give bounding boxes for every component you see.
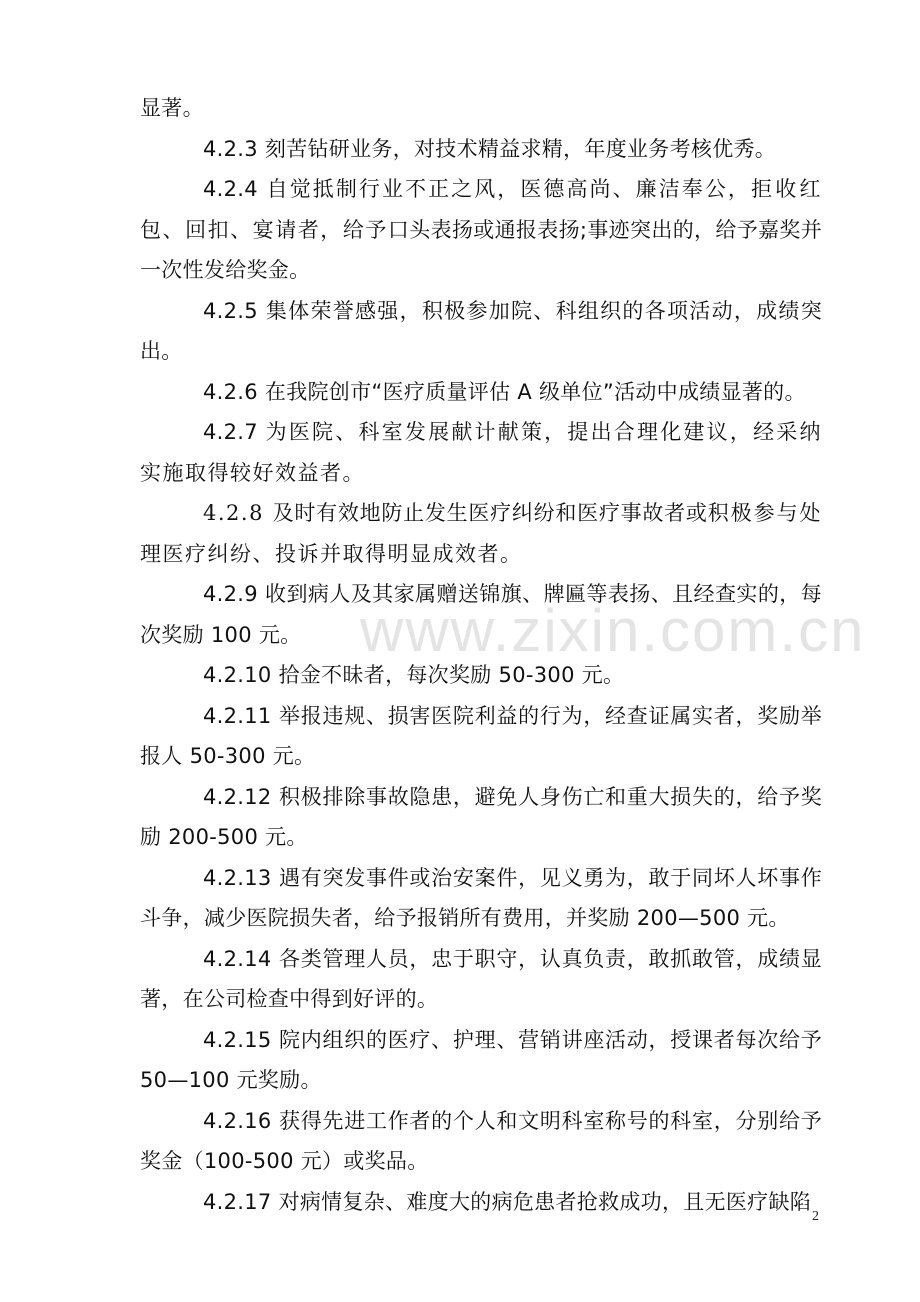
- paragraph-4-2-6: [140, 372, 822, 413]
- paragraph-number: 4.2.8: [203, 501, 273, 525]
- paragraph-4-2-4: [140, 169, 822, 291]
- paragraph-4-2-14: [140, 939, 822, 1020]
- paragraph-4-2-15: [140, 1020, 822, 1101]
- body-text: [140, 88, 822, 1222]
- paragraph-4-2-3: [140, 129, 822, 170]
- paragraph-text: 及时有效地防止发生医疗纠纷和医疗事故者或: [272, 501, 708, 525]
- paragraph-4-2-16: [140, 1101, 822, 1182]
- paragraph-4-2-11: [140, 696, 822, 777]
- paragraph-text: 显著。: [140, 96, 204, 120]
- paragraph-text: 4.2.11 举报违规、损害医院利益的行为，经查证属实者，奖励举报人 50-300 元。: [140, 703, 822, 768]
- paragraph-4-2-10: [140, 655, 822, 696]
- paragraph-number: 4.2.7: [203, 420, 266, 444]
- paragraph-text: 4.2.16 获得先进工作者的个人和文明科室称号的科室，分别给予奖金（100-500 元）或奖品。: [140, 1108, 822, 1173]
- paragraph-4-2-12: [140, 777, 822, 858]
- paragraph-4-2-13: [140, 858, 822, 939]
- page-number: 2: [812, 1209, 819, 1224]
- paragraph-text: 4.2.9 收到病人及其家属赠送锦旗、牌匾等表扬、且经查实的，每次奖励 100 元。: [140, 582, 822, 647]
- paragraph-text: 4.2.17 对病情复杂、难度大的病危患者抢救成功，且无医疗缺陷: [203, 1189, 812, 1214]
- paragraph-text-serif: 为医院、科室发展献计献策，提出合理化建议，经采纳实施取得较好效益者。: [140, 420, 822, 485]
- paragraph-4-2-9: [140, 574, 822, 655]
- paragraph-continuation: [140, 88, 822, 129]
- paragraph-text: 口头表扬或通报表扬;事迹突出的，给予嘉奖并一次性发给奖金。: [140, 217, 823, 282]
- paragraph-text: 4.2.13 遇有突发事件或治安案件，见义勇为，敢于同坏人坏事作斗争，减少医院损失者，给予报销所有费用，并奖励 200—500 元。: [140, 865, 822, 930]
- paragraph-text: 4.2.12 积极排除事故隐患，避免人身伤亡和重大损失的，给予奖励 200-500 元。: [140, 784, 822, 849]
- paragraph-text: 4.2.15 院内组织的医疗、护理、营销讲座活动，授课者每次给予 50—100 元奖励。: [140, 1027, 822, 1092]
- paragraph-text-serif: 拒收红包、回扣、宴请者，给予: [140, 177, 822, 242]
- paragraph-4-2-7: [140, 412, 822, 493]
- paragraph-text: 4.2.6 在我院创市“医疗质量评估 A 级单位”活动中成绩显著的。: [203, 379, 806, 404]
- paragraph-4-2-5: [140, 291, 822, 372]
- paragraph-text: 4.2.10 拾金不昧者，每次奖励 50-300 元。: [203, 663, 625, 687]
- paragraph-text: 4.2.5 集体荣誉感强，积极参加院、科组织的各项活动，成绩突出。: [140, 298, 822, 363]
- paragraph-4-2-17: [140, 1182, 822, 1223]
- paragraph-text: 4.2.3 刻苦钻研业务，对技术精益求精，年度业务考核优秀。: [203, 136, 777, 161]
- paragraph-text: 4.2.14 各类管理人员，忠于职守，认真负责，敢抓敢管，成绩显著，在公司检查中得到好评的。: [140, 946, 822, 1011]
- paragraph-text-serif: 积极参与处理医疗纠纷、投诉并取得明显成效者。: [140, 501, 823, 566]
- watermark: www.zixin.com.cn: [360, 597, 866, 664]
- paragraph-text: 4.2.4 自觉抵制行业不正之风，医德高尚、廉洁奉公，: [203, 177, 751, 201]
- paragraph-4-2-8: [140, 493, 822, 574]
